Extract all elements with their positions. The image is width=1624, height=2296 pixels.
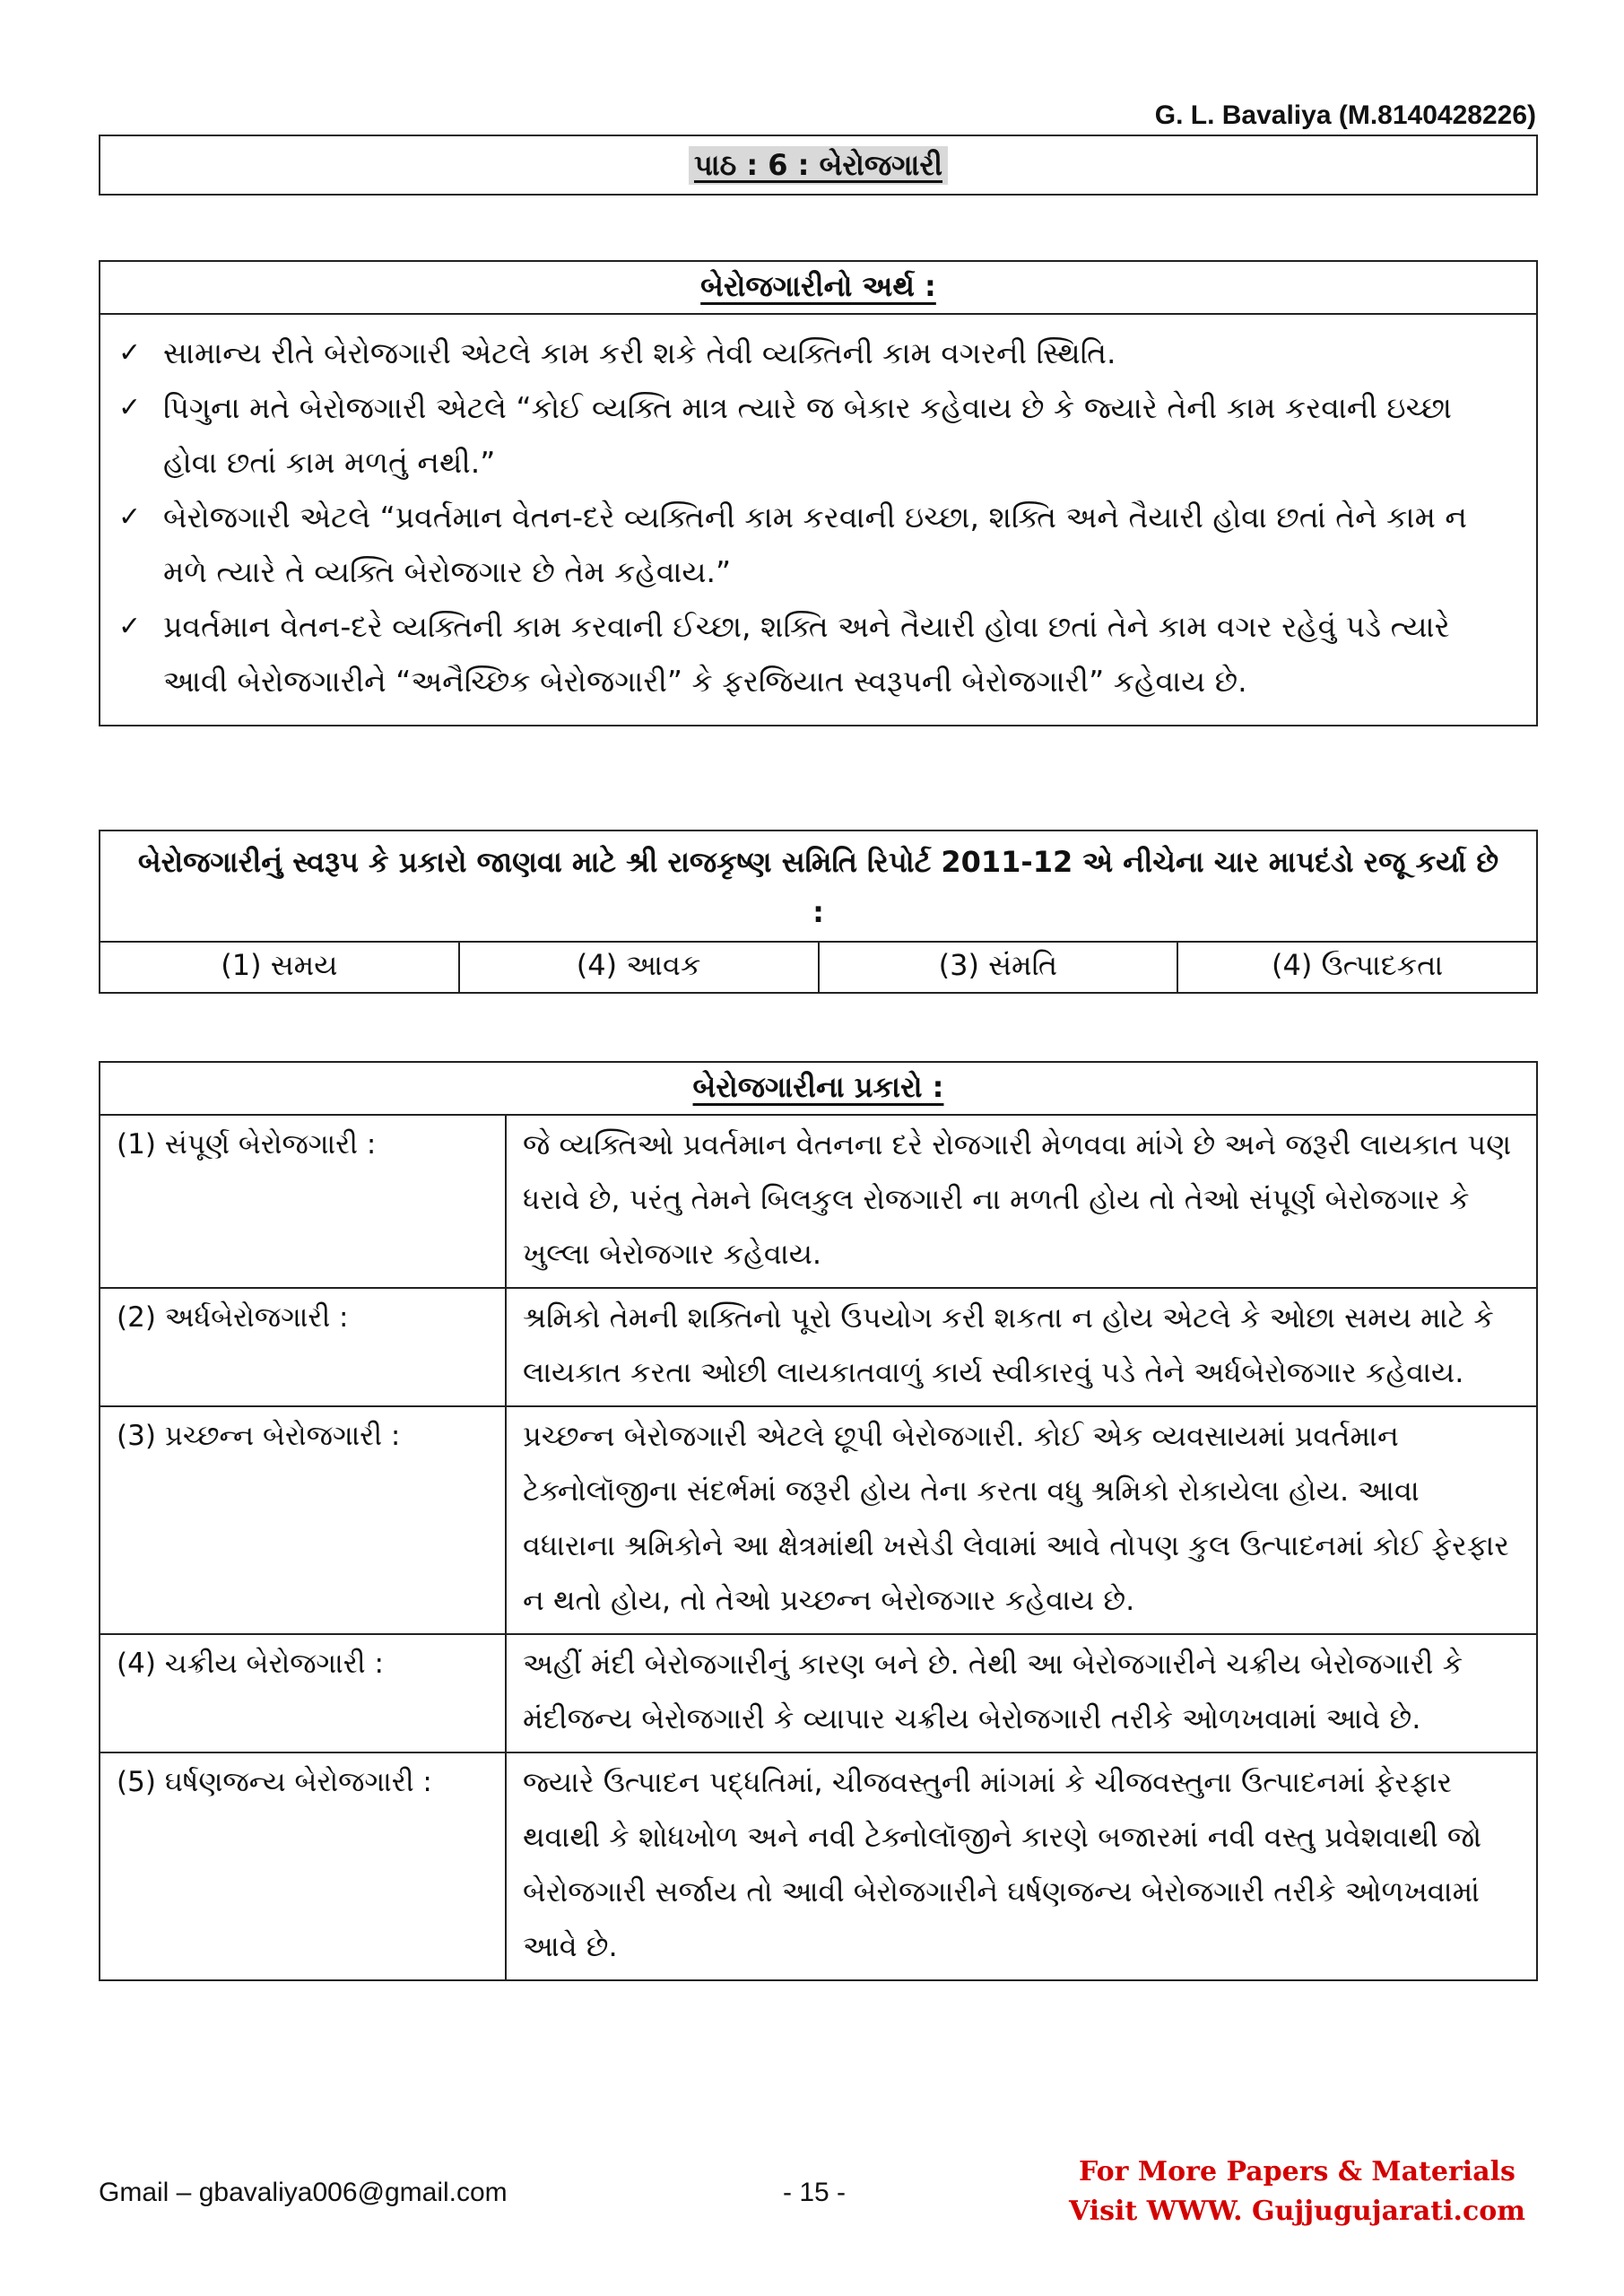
type-description: પ્રચ્છન્ન બેરોજગારી એટલે છૂપી બેરોજગારી. કોઈ એક વ્યવસાયમાં પ્રવર્તમાન ટેક્નોલૉજીના સંદર્ભમાં જરૂરી હોય તેના કરતા વધુ શ્રમિકો રોકાયેલા હોય. આવા વધારાના શ્રમિકોને આ ક્ષેત્રમાંથી ખસેડી લેવામાં આવે તોપણ કુલ ઉત્પાદનમાં કોઈ ફેરફાર ન થતો હોય, તો તેઓ પ્રચ્છન્ન બેરોજગાર કહેવાય છે. (523, 1419, 1509, 1617)
checkmark-icon: ✓ (118, 611, 142, 642)
promo-block (1069, 2152, 1525, 2231)
criteria-box (99, 830, 1538, 994)
type-name: (3) પ્રચ્છન્ન બેરોજગારી : (100, 1407, 507, 1633)
criteria-row (100, 943, 1536, 992)
list-item: ✓ બેરોજગારી એટલે “પ્રવર્તમાન વેતન-દરે વ્યક્તિની કામ કરવાની ઇચ્છા, શક્તિ અને તૈયારી હોવા છતાં તેને કામ ન મળે ત્યારે તે વ્યક્તિ બેરોજગાર છે તેમ કહેવાય.” (163, 490, 1509, 599)
checkmark-icon: ✓ (118, 337, 142, 369)
criteria-cell: (1) સમય (100, 943, 460, 992)
author-contact: G. L. Bavaliya (M.8140428226) (1154, 100, 1536, 130)
page-number: - 15 - (783, 2178, 847, 2207)
type-description: જ્યારે ઉત્પાદન પદ્ધતિમાં, ચીજવસ્તુની માંગમાં કે ચીજવસ્તુના ઉત્પાદનમાં ફેરફાર થવાથી કે શોધખોળ અને નવી ટેક્નોલૉજીને કારણે બજારમાં નવી વસ્તુ પ્રવેશવાથી જો બેરોજગારી સર્જાય તો આવી બેરોજગારીને ઘર્ષણજન્ય બેરોજગારી તરીકે ઓળખવામાં આવે છે. (523, 1765, 1482, 1963)
list-item: ✓ પ્રવર્તમાન વેતન-દરે વ્યક્તિની કામ કરવાની ઈચ્છા, શક્તિ અને તૈયારી હોવા છતાં તેને કામ વગર રહેવું પડે ત્યારે આવી બેરોજગારીને “અનૈચ્છિક બેરોજગારી” કે ફરજિયાત સ્વરૂપની બેરોજગારી” કહેવાય છે. (163, 599, 1509, 709)
criteria-cell: (4) આવક (460, 943, 820, 992)
criteria-intro: બેરોજગારીનું સ્વરૂપ કે પ્રકારો જાણવા માટે શ્રી રાજકૃષ્ણ સમિતિ રિપોર્ટ 2011-12 એ નીચેના ચાર માપદંડો રજૂ કર્યા છે : (100, 831, 1536, 943)
chapter-title: પાઠ : 6 : બેરોજગારી (689, 146, 948, 185)
type-description: અહીં મંદી બેરોજગારીનું કારણ બને છે. તેથી આ બેરોજગારીને ચક્રીય બેરોજગારી કે મંદીજન્ય બેરોજગારી કે વ્યાપાર ચક્રીય બેરોજગારી તરીકે ઓળખવામાં આવે છે. (523, 1647, 1463, 1735)
checkmark-icon: ✓ (118, 392, 142, 423)
table-row (100, 1405, 1536, 1633)
types-table (99, 1061, 1538, 1981)
meaning-list (100, 315, 1536, 725)
promo-link[interactable]: Visit WWW. Gujjugujarati.com (1068, 2196, 1525, 2227)
type-description: જે વ્યક્તિઓ પ્રવર્તમાન વેતનના દરે રોજગારી મેળવવા માંગે છે અને જરૂરી લાયકાત પણ ધરાવે છે, પરંતુ તેમને બિલકુલ રોજગારી ના મળતી હોય તો તેઓ સંપૂર્ણ બેરોજગાર કે ખુલ્લા બેરોજગાર કહેવાય. (523, 1127, 1512, 1271)
table-row (100, 1287, 1536, 1405)
criteria-cell: (4) ઉત્પાદકતા (1272, 948, 1444, 982)
table-row (100, 1633, 1536, 1752)
promo-line: For More Papers & Materials (1079, 2156, 1515, 2187)
meaning-heading: બેરોજગારીનો અર્થ : (100, 262, 1536, 315)
table-row (100, 1752, 1536, 1979)
checkmark-icon: ✓ (118, 501, 142, 533)
list-item: ✓ સામાન્ય રીતે બેરોજગારી એટલે કામ કરી શકે તેવી વ્યક્તિની કામ વગરની સ્થિતિ. (163, 326, 1509, 380)
type-name: (1) સંપૂર્ણ બેરોજગારી : (100, 1116, 507, 1287)
criteria-cell: (3) સંમતિ (820, 943, 1179, 992)
chapter-title-box (99, 135, 1538, 196)
type-name: (4) ચક્રીય બેરોજગારી : (100, 1635, 507, 1752)
footer-email: Gmail – gbavaliya006@gmail.com (99, 2178, 508, 2207)
table-row (100, 1114, 1536, 1287)
type-description: શ્રમિકો તેમની શક્તિનો પૂરો ઉપયોગ કરી શકતા ન હોય એટલે કે ઓછા સમય માટે કે લાયકાત કરતા ઓછી લાયકાતવાળું કાર્ય સ્વીકારવું પડે તેને અર્ધબેરોજગાર કહેવાય. (523, 1300, 1494, 1389)
meaning-box (99, 260, 1538, 726)
type-name: (2) અર્ધબેરોજગારી : (100, 1289, 507, 1405)
types-heading: બેરોજગારીના પ્રકારો : (692, 1070, 944, 1104)
list-item: ✓ પિગુના મતે બેરોજગારી એટલે “કોઈ વ્યક્તિ માત્ર ત્યારે જ બેકાર કહેવાય છે કે જ્યારે તેની કામ કરવાની ઇચ્છા હોવા છતાં કામ મળતું નથી.” (163, 380, 1509, 490)
type-name: (5) ઘર્ષણજન્ય બેરોજગારી : (100, 1753, 507, 1979)
